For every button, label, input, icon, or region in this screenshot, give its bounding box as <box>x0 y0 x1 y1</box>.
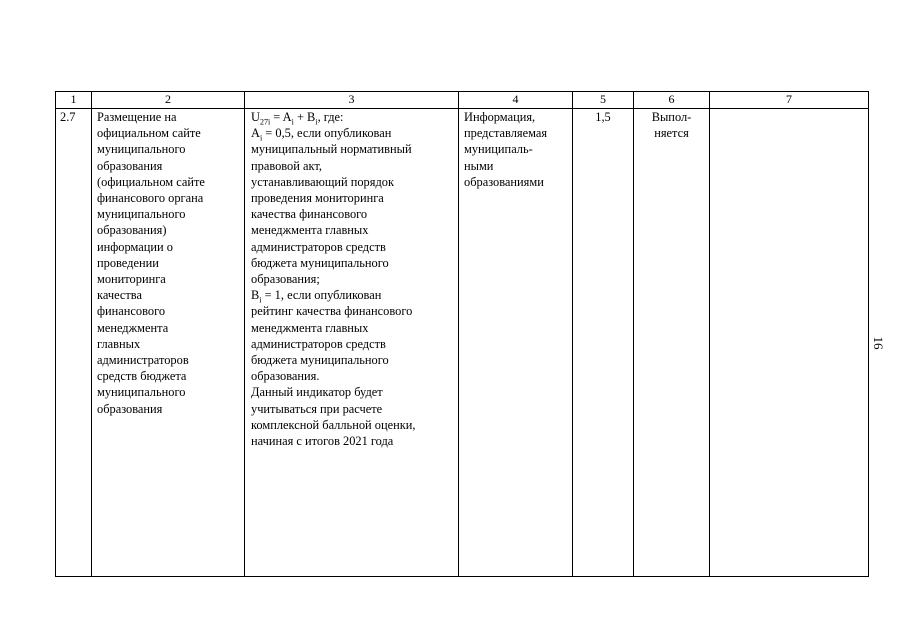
method-line: бюджета муниципального <box>251 353 389 368</box>
indicator-line: менеджмента <box>97 320 169 335</box>
method-line: учитываться при расчете <box>251 401 383 416</box>
method-line: менеджмента главных <box>251 320 369 335</box>
indicator-line: проведении <box>97 255 159 270</box>
method-line: образования. <box>251 369 320 384</box>
indicator-line: муниципального <box>97 142 186 157</box>
indicator-line: средств бюджета <box>97 369 187 384</box>
method-line: бюджета муниципального <box>251 255 389 270</box>
indicator-line: администраторов <box>97 353 189 368</box>
indicator-line: информации о <box>97 239 173 254</box>
indicator-line: официальном сайте <box>97 126 201 141</box>
method-line: устанавливающий порядок <box>251 174 394 189</box>
status-cell <box>634 109 710 577</box>
indicator-line: муниципального <box>97 207 186 222</box>
method-line: Данный индикатор будет <box>251 385 383 400</box>
method-cell <box>245 109 459 577</box>
method-line: менеджмента главных <box>251 223 369 238</box>
source-line: ными <box>464 158 494 173</box>
indicator-line: финансового <box>97 304 166 319</box>
header-cell-4: 4 <box>459 92 573 109</box>
method-line: администраторов средств <box>251 239 386 254</box>
method-line: качества финансового <box>251 207 368 222</box>
header-cell-6: 6 <box>634 92 710 109</box>
indicator-name <box>97 109 244 417</box>
method-line: начиная с итогов 2021 года <box>251 434 394 449</box>
method-text-b <box>251 303 458 449</box>
row-number-cell <box>56 109 92 577</box>
method-b-line: $B_i = 1$, если опубликован <box>251 288 382 305</box>
indicator-line: образования <box>97 158 163 173</box>
status-line: Выпол- <box>651 110 692 124</box>
method-line: образования; <box>251 272 320 287</box>
status-text <box>634 109 709 141</box>
indicator-line: качества <box>97 288 142 303</box>
max-score: 1,5 <box>595 110 611 124</box>
page-number: 16 <box>871 336 886 350</box>
source-text <box>464 109 572 190</box>
method-line: муниципальный нормативный <box>251 142 412 157</box>
header-row <box>56 92 869 109</box>
method-a-line: $A_i = 0,5$, если опубликован <box>251 126 392 143</box>
method-line: администраторов средств <box>251 336 386 351</box>
indicator-line: Размещение на <box>97 110 177 124</box>
header-cell-5: 5 <box>573 92 634 109</box>
indicator-line: мониторинга <box>97 272 166 287</box>
source-line: Информация, <box>464 110 536 124</box>
header-cell-2: 2 <box>92 92 245 109</box>
header-cell-3: 3 <box>245 92 459 109</box>
source-line: представляемая <box>464 126 548 141</box>
indicator-name-cell <box>92 109 245 577</box>
indicator-line: главных <box>97 336 141 351</box>
indicator-line: образования) <box>97 223 167 238</box>
header-cell-1: 1 <box>56 92 92 109</box>
source-line: муниципаль- <box>464 142 533 157</box>
indicator-line: финансового органа <box>97 191 204 206</box>
indicator-line: муниципального <box>97 385 186 400</box>
header-cell-7: 7 <box>710 92 869 109</box>
formula-line: $U_{27i} = A_i + B_i$, где: <box>251 110 344 127</box>
method-text-a <box>251 141 458 287</box>
indicators-table <box>55 91 869 577</box>
table-row <box>56 109 869 577</box>
method-line: рейтинг качества финансового <box>251 304 413 319</box>
status-line: няется <box>654 126 689 141</box>
source-line: образованиями <box>464 174 544 189</box>
row-number: 2.7 <box>60 110 76 124</box>
source-cell <box>459 109 573 577</box>
note-cell <box>710 109 869 577</box>
max-score-cell <box>573 109 634 577</box>
method-line: правовой акт, <box>251 158 322 173</box>
indicator-line: (официальном сайте <box>97 174 205 189</box>
method-line: комплексной балльной оценки, <box>251 417 416 432</box>
indicator-line: образования <box>97 401 163 416</box>
method-line: проведения мониторинга <box>251 191 384 206</box>
